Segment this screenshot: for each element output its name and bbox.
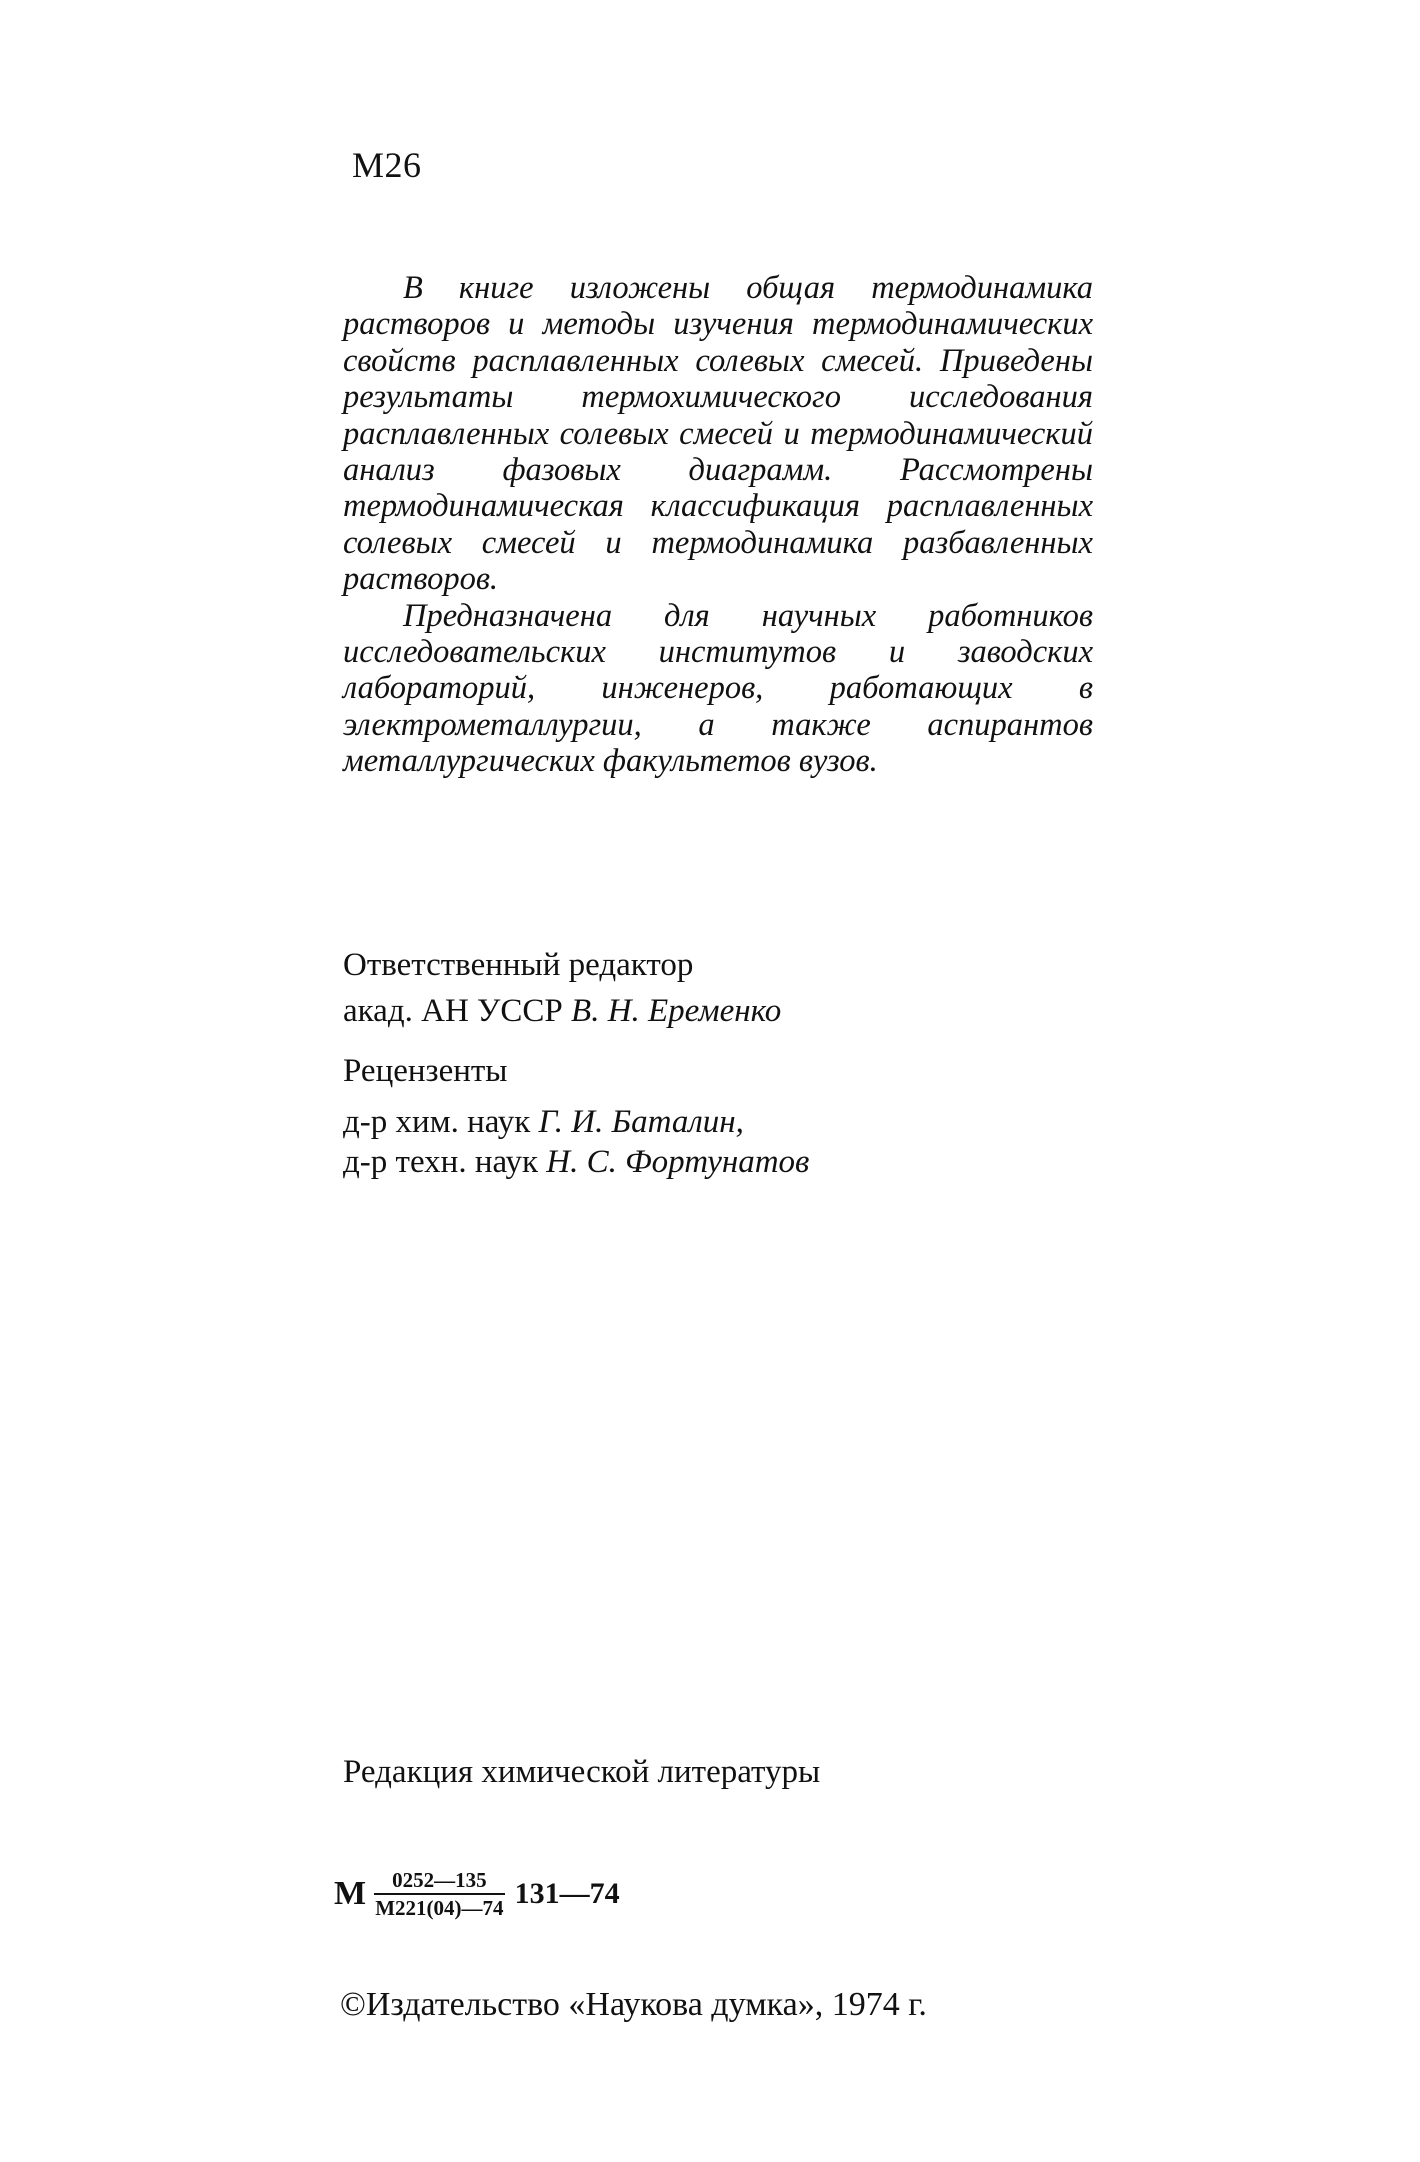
book-code: М26 [352,145,422,185]
reviewers-label: Рецензенты [343,1053,508,1089]
catalog-index [334,1868,620,1920]
index-tail: 131—74 [514,1877,620,1910]
reviewer-name: Г. И. Баталин, [538,1104,744,1140]
reviewer-degree: д-р техн. наук [343,1144,538,1180]
editor-block [343,942,809,1034]
editor-name: В. Н. Еременко [571,993,782,1029]
editor-line [343,988,809,1034]
abstract-paragraph-2: Предназначена для научных работников исследовательских институтов и заводских лабораторий, инженеров, работающих в электрометаллургии, а также аспирантов металлургических факультетов вузов. [343,597,1093,780]
abstract-paragraph-1: В книге изложены общая термодинамика растворов и методы изучения термодинамических свойств расплавленных солевых смесей. Приведены результаты термохимического исследования расплавленных солевых смесей и термодинамический анализ фазовых диаграмм. Рассмотрены термодинамическая классификация расплавленных солевых смесей и термодинамика разбавленных растворов. [343,270,1093,598]
credits [343,942,809,1196]
reviewer-item [343,1142,809,1182]
editor-label: Ответственный редактор [343,947,694,983]
edition-department: Редакция химической литературы [343,1754,821,1790]
reviewer-degree: д-р хим. наук [343,1104,531,1140]
abstract [343,270,1093,780]
reviewers-block [343,1048,809,1182]
reviewer-name: Н. С. Фортунатов [546,1144,810,1180]
index-numerator: 0252—135 [374,1868,505,1895]
index-fraction [370,1868,509,1920]
copyright-line: ©Издательство «Наукова думка», 1974 г. [340,1986,927,2023]
editor-title: акад. АН УССР [343,993,563,1029]
index-denominator: М221(04)—74 [375,1896,504,1920]
index-letter: М [334,1875,367,1912]
reviewers-list [343,1102,809,1182]
reviewer-item [343,1102,809,1142]
